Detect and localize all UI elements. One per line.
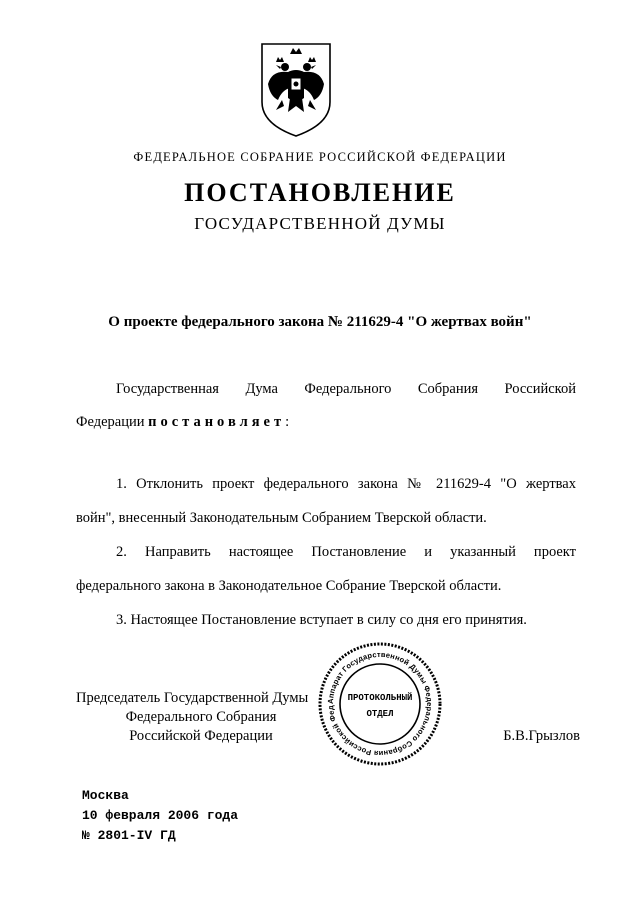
- preamble-line-1: Государственная Дума Федерального Собрания Российской: [116, 381, 576, 397]
- organization-name: ФЕДЕРАЛЬНОЕ СОБРАНИЕ РОССИЙСКОЙ ФЕДЕРАЦИИ: [133, 150, 507, 164]
- footer-number: № 2801-IV ГД: [82, 828, 176, 843]
- coat-of-arms-emblem: [258, 40, 334, 140]
- item-2-line-1: 2. Направить настоящее Постановление и указанный проект: [116, 544, 576, 560]
- preamble-verb: постановляет: [148, 414, 286, 430]
- item-1-line-2: войн", внесенный Законодательным Собранием Тверской области.: [76, 510, 487, 526]
- signatory-title-line-3: Российской Федерации: [129, 728, 273, 744]
- document-title: ПОСТАНОВЛЕНИЕ: [184, 178, 456, 207]
- item-2-line-2: федерального закона в Законодательное Собрание Тверской области.: [76, 578, 502, 594]
- preamble-suffix: :: [285, 414, 290, 430]
- resolution-heading: О проекте федерального закона № 211629-4 "О жертвах войн": [108, 314, 532, 330]
- signatory-title-line-2: Федерального Собрания: [125, 709, 277, 725]
- footer-city: Москва: [82, 788, 129, 803]
- document-subtitle: ГОСУДАРСТВЕННОЙ ДУМЫ: [194, 214, 446, 233]
- signatory-name: Б.В.Грызлов: [503, 728, 580, 744]
- preamble-line-2: [76, 414, 576, 431]
- stamp-ring-text: Аппарат Государственной Думы Федерального Собрания Российской Фед: [325, 649, 435, 759]
- item-3-line-1: 3. Настоящее Постановление вступает в силу со дня его принятия.: [116, 612, 527, 628]
- stamp-center-bottom: ОТДЕЛ: [366, 709, 394, 719]
- russian-coat-of-arms-icon: [258, 40, 334, 140]
- item-1-line-1: 1. Отклонить проект федерального закона № 211629-4 "О жертвах: [116, 476, 576, 492]
- preamble-prefix: Федерации: [76, 414, 145, 430]
- footer-date: 10 февраля 2006 года: [82, 808, 239, 823]
- protocol-department-stamp: [316, 640, 444, 768]
- stamp-center-top: ПРОТОКОЛЬНЫЙ: [347, 693, 413, 703]
- signatory-title-line-1: Председатель Государственной Думы: [76, 690, 309, 706]
- protocol-department-stamp-icon: [316, 640, 444, 768]
